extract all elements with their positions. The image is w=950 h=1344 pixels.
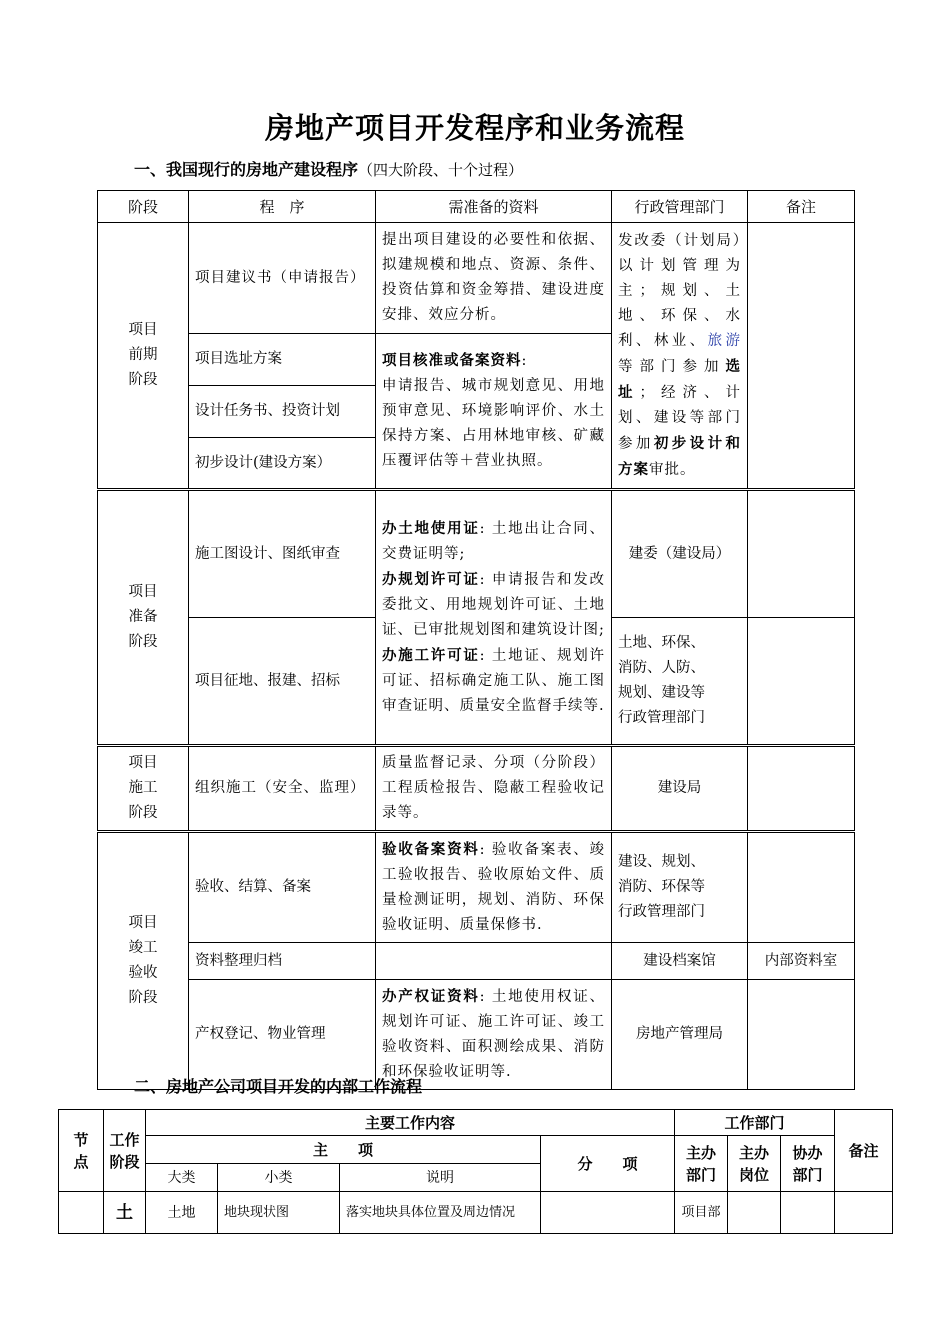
note-cell	[748, 746, 855, 832]
header-description: 说明	[340, 1164, 541, 1192]
section-heading-1	[134, 157, 523, 180]
procedure-cell: 项目征地、报建、招标	[189, 618, 376, 746]
table-row	[98, 980, 855, 1090]
header-main-content: 主要工作内容	[146, 1110, 675, 1136]
table-header-row	[59, 1136, 893, 1164]
section-1-subtitle: （四大阶段、十个过程）	[358, 161, 524, 179]
minor-cell: 地块现状图	[218, 1192, 340, 1234]
materials-cell: 办产权证资料: 土地使用权证、规划许可证、施工许可证、竣工验收资料、面积测绘成果、消防和环保验收证明等.	[376, 980, 612, 1090]
node-cell	[59, 1192, 104, 1234]
header-main-item: 主 项	[146, 1136, 541, 1164]
procedure-cell: 产权登记、物业管理	[189, 980, 376, 1090]
admin-dept-cell: 建设档案馆	[612, 943, 748, 980]
lead-post-cell	[728, 1192, 781, 1234]
materials-cell: 验收备案资料: 验收备案表、竣工验收报告、验收原始文件、质量检测证明，规划、消防、环保验收证明、质量保修书.	[376, 832, 612, 943]
stage-name-acceptance: 项目 竣工 验收 阶段	[98, 832, 189, 1090]
construction-procedure-table	[97, 190, 855, 1090]
procedure-cell: 项目建议书（申请报告）	[189, 223, 376, 334]
table-row	[59, 1192, 893, 1234]
admin-dept-cell: 建委（建设局）	[612, 490, 748, 618]
table-row	[98, 746, 855, 832]
table-row	[98, 943, 855, 980]
procedure-cell: 施工图设计、图纸审查	[189, 490, 376, 618]
procedure-cell: 组织施工（安全、监理）	[189, 746, 376, 832]
admin-dept-cell: 房地产管理局	[612, 980, 748, 1090]
section-heading-2: 二、房地产公司项目开发的内部工作流程	[134, 1077, 423, 1096]
assist-dept-cell	[781, 1192, 835, 1234]
header-assist-dept: 协办 部门	[781, 1136, 835, 1192]
table-header-row	[98, 191, 855, 223]
major-cell: 土地	[146, 1192, 218, 1234]
procedure-cell: 资料整理归档	[189, 943, 376, 980]
header-sub-item: 分 项	[541, 1136, 675, 1192]
stage-name-preparation: 项目 准备 阶段	[98, 490, 189, 746]
header-node: 节 点	[59, 1110, 104, 1192]
materials-cell: 提出项目建设的必要性和依据、拟建规模和地点、资源、条件、投资估算和资金筹措、建设进度安排、效应分析。	[376, 223, 612, 334]
header-work-stage: 工作 阶段	[104, 1110, 146, 1192]
header-procedure: 程 序	[189, 191, 376, 223]
note-cell	[748, 980, 855, 1090]
note-cell	[748, 490, 855, 618]
header-minor-category: 小类	[218, 1164, 340, 1192]
section-1-title: 一、我国现行的房地产建设程序	[134, 160, 359, 179]
procedure-cell: 项目选址方案	[189, 334, 376, 386]
header-admin-dept: 行政管理部门	[612, 191, 748, 223]
materials-cell: 质量监督记录、分项（分阶段）工程质检报告、隐蔽工程验收记录等。	[376, 746, 612, 832]
stage-name-preliminary: 项目 前期 阶段	[98, 223, 189, 490]
admin-dept-cell: 土地、环保、 消防、人防、 规划、建设等 行政管理部门	[612, 618, 748, 746]
header-lead-post: 主办 岗位	[728, 1136, 781, 1192]
procedure-cell: 设计任务书、投资计划	[189, 386, 376, 438]
page-title: 房地产项目开发程序和业务流程	[264, 111, 685, 145]
procedure-cell: 验收、结算、备案	[189, 832, 376, 943]
header-materials: 需准备的资料	[376, 191, 612, 223]
admin-dept-cell: 建设、规划、 消防、环保等 行政管理部门	[612, 832, 748, 943]
table-row	[98, 490, 855, 618]
description-cell: 落实地块具体位置及周边情况	[340, 1192, 541, 1234]
header-stage: 阶段	[98, 191, 189, 223]
note-cell: 内部资料室	[748, 943, 855, 980]
note-cell	[748, 618, 855, 746]
note-cell	[835, 1192, 893, 1234]
header-work-dept: 工作部门	[675, 1110, 835, 1136]
stage-name-construction: 项目 施工 阶段	[98, 746, 189, 832]
table-row	[98, 832, 855, 943]
procedure-cell: 初步设计(建设方案）	[189, 438, 376, 490]
note-cell	[748, 223, 855, 490]
header-note: 备注	[748, 191, 855, 223]
materials-cell: 办土地使用证: 土地出让合同、交费证明等; 办规划许可证: 申请报告和发改委批文、用地规划许可证、土地证、已审批规划图和建筑设计图; 办施工许可证: 土地证、规划许可证、招标确定施工队、施工图审查证明、质量安全监督手续等.	[376, 490, 612, 746]
stage-cell: 土	[104, 1192, 146, 1234]
admin-dept-cell: 发改委（计划局）以计划管理为主；规划、土地、环保、水利、林业、旅游等部门参加选址；经济、计划、建设等部门参加初步设计和方案审批。	[612, 223, 748, 490]
header-major-category: 大类	[146, 1164, 218, 1192]
table-header-row	[59, 1110, 893, 1136]
header-note: 备注	[835, 1110, 893, 1192]
lead-dept-cell: 项目部	[675, 1192, 728, 1234]
header-lead-dept: 主办 部门	[675, 1136, 728, 1192]
tourism-link[interactable]: 旅游	[707, 332, 742, 349]
materials-cell: 项目核准或备案资料: 申请报告、城市规划意见、用地预审意见、环境影响评价、水土保持方案、占用林地审核、矿藏压覆评估等＋营业执照。	[376, 334, 612, 490]
admin-dept-cell: 建设局	[612, 746, 748, 832]
materials-cell	[376, 943, 612, 980]
internal-workflow-table	[58, 1109, 893, 1234]
note-cell	[748, 832, 855, 943]
sub-item-cell	[541, 1192, 675, 1234]
table-row	[98, 223, 855, 334]
